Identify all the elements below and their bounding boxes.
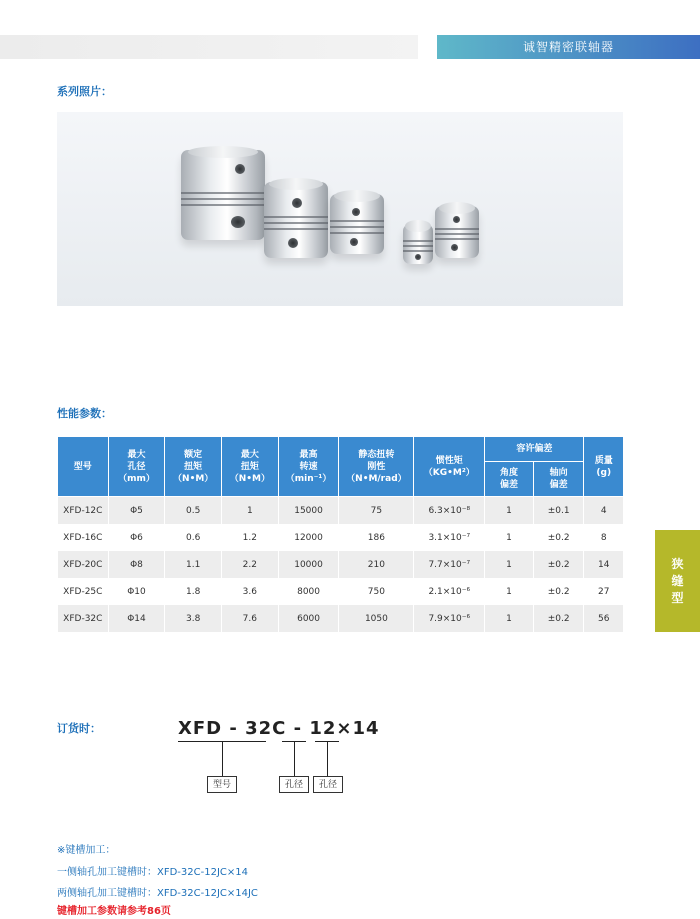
cell-speed: 6000 [278, 605, 339, 632]
cell-rated: 1.8 [165, 578, 222, 605]
table-row [58, 497, 624, 525]
cell-max: 3.6 [222, 578, 279, 605]
cell-angle: 1 [485, 551, 534, 578]
cell-rated: 1.1 [165, 551, 222, 578]
cell-mass: 14 [584, 551, 624, 578]
cell-mass: 4 [584, 497, 624, 525]
cell-model: XFD-16C [58, 524, 109, 551]
cell-axial: ±0.1 [533, 497, 584, 525]
cell-mass: 8 [584, 524, 624, 551]
header-static-stiffness: 静态扭转 刚性 （N•M/rad） [339, 437, 414, 497]
header-angular: 角度 偏差 [485, 462, 534, 497]
cell-angle: 1 [485, 605, 534, 632]
cell-rated: 0.5 [165, 497, 222, 525]
cell-inertia: 2.1×10⁻⁶ [414, 578, 485, 605]
cell-speed: 10000 [278, 551, 339, 578]
header-rated-torque: 额定 扭矩 （N•M） [165, 437, 222, 497]
cell-model: XFD-25C [58, 578, 109, 605]
table-row [58, 551, 624, 578]
cell-stiffness: 1050 [339, 605, 414, 632]
header-bore: 最大 孔径 （mm） [108, 437, 165, 497]
cell-rated: 0.6 [165, 524, 222, 551]
spec-table [57, 436, 624, 632]
keyway-both-sides: 两侧轴孔加工键槽时：XFD-32C-12JC×14JC [57, 888, 258, 899]
cell-mass: 56 [584, 605, 624, 632]
order-code-example: XFD - 32C - 12×14 [178, 718, 380, 739]
side-category-tab: 狭 缝 型 [652, 530, 700, 632]
cell-speed: 8000 [278, 578, 339, 605]
cell-axial: ±0.2 [533, 605, 584, 632]
coupling-medium-large [264, 182, 328, 258]
cell-max: 1.2 [222, 524, 279, 551]
cell-angle: 1 [485, 524, 534, 551]
cell-bore: Φ5 [108, 497, 165, 525]
label-box-bore2: 孔径 [313, 776, 343, 793]
cell-stiffness: 750 [339, 578, 414, 605]
cell-bore: Φ14 [108, 605, 165, 632]
label-box-model: 型号 [207, 776, 237, 793]
ordering-label: 订货时： [57, 722, 101, 735]
table-row [58, 524, 624, 551]
cell-max: 1 [222, 497, 279, 525]
cell-angle: 1 [485, 497, 534, 525]
coupling-small-medium [435, 206, 479, 258]
cell-rated: 3.8 [165, 605, 222, 632]
cell-model: XFD-20C [58, 551, 109, 578]
cell-model: XFD-12C [58, 497, 109, 525]
header-tolerance: 容许偏差 [485, 437, 584, 462]
cell-model: XFD-32C [58, 605, 109, 632]
cell-stiffness: 210 [339, 551, 414, 578]
keyway-one-side: 一侧轴孔加工键槽时：XFD-32C-12JC×14 [57, 867, 248, 878]
code-connector-bore1 [294, 741, 295, 776]
photos-label: 系列照片： [57, 85, 112, 98]
cell-speed: 12000 [278, 524, 339, 551]
header-max-torque: 最大 扭矩 （N•M） [222, 437, 279, 497]
performance-label: 性能参数： [57, 407, 112, 420]
code-connector-bore2 [327, 741, 328, 776]
header-model: 型号 [58, 437, 109, 497]
cell-mass: 27 [584, 578, 624, 605]
coupling-small [403, 224, 433, 264]
cell-axial: ±0.2 [533, 551, 584, 578]
cell-axial: ±0.2 [533, 578, 584, 605]
cell-inertia: 3.1×10⁻⁷ [414, 524, 485, 551]
product-photo [57, 112, 623, 306]
cell-bore: Φ8 [108, 551, 165, 578]
keyway-reference: 键槽加工参数请参考86页 [57, 906, 171, 917]
cell-bore: Φ10 [108, 578, 165, 605]
cell-speed: 15000 [278, 497, 339, 525]
table-row [58, 605, 624, 632]
cell-bore: Φ6 [108, 524, 165, 551]
cell-angle: 1 [485, 578, 534, 605]
header-inertia: 惯性矩 （KG•M²） [414, 437, 485, 497]
cell-stiffness: 186 [339, 524, 414, 551]
cell-inertia: 7.9×10⁻⁶ [414, 605, 485, 632]
code-connector-model [222, 741, 223, 776]
label-box-bore1: 孔径 [279, 776, 309, 793]
cell-max: 2.2 [222, 551, 279, 578]
coupling-large [181, 150, 265, 240]
header-title: 诚智精密联轴器 [437, 35, 700, 59]
header-mass: 质量 (g) [584, 437, 624, 497]
coupling-medium [330, 194, 384, 254]
header-max-speed: 最高 转速 （min⁻¹） [278, 437, 339, 497]
header-axial: 轴向 偏差 [533, 462, 584, 497]
cell-inertia: 7.7×10⁻⁷ [414, 551, 485, 578]
cell-axial: ±0.2 [533, 524, 584, 551]
header-left-bar [0, 35, 418, 59]
keyway-title: ※键槽加工： [57, 845, 116, 856]
cell-stiffness: 75 [339, 497, 414, 525]
table-row [58, 578, 624, 605]
cell-inertia: 6.3×10⁻⁸ [414, 497, 485, 525]
cell-max: 7.6 [222, 605, 279, 632]
